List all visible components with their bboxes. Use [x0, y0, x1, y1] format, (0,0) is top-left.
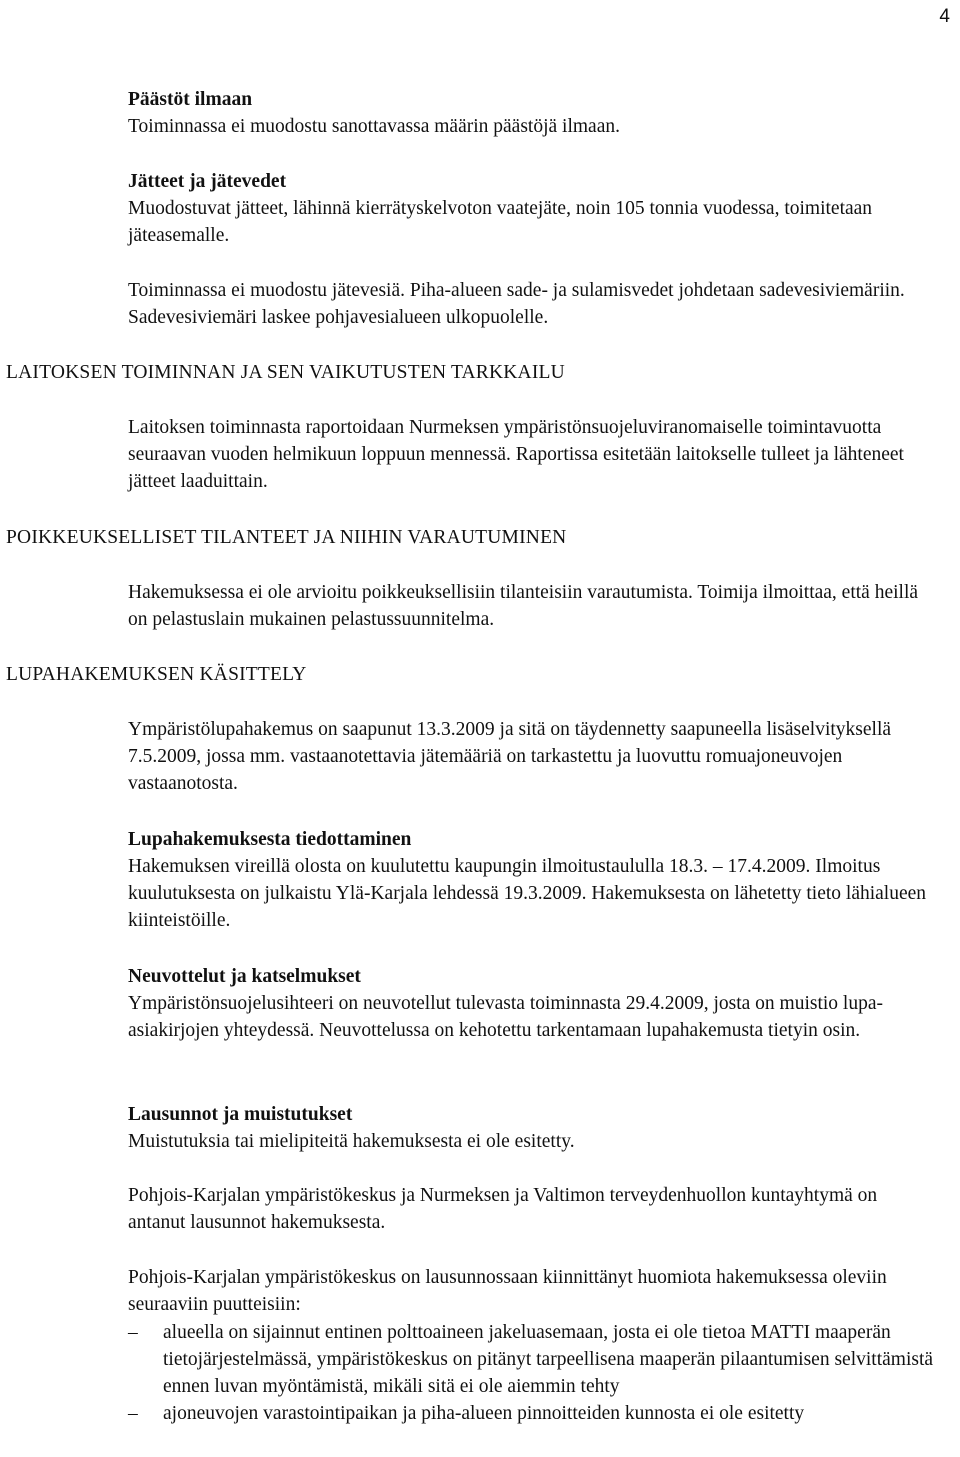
- emissions-section: [128, 86, 938, 140]
- monitoring-text: Laitoksen toiminnasta raportoidaan Nurmeksen ympäristönsuojeluviranomaiselle toimintavuotta seuraavan vuoden helmikuun loppuun mennessä. Raportissa esitetään laitokselle tulleet ja lähteneet jätteet laaduittain.: [128, 417, 904, 492]
- list-item-text: alueella on sijainnut entinen polttoaineen jakeluasemaan, josta ei ole tietoa MATTI maaperän tietojärjestelmässä, ympäristökeskus on pitänyt tarpeellisena maaperän pilaantumisen selvittämistä ennen luvan myöntämistä, mikäli sitä ei ole aiemmin tehty: [163, 1322, 934, 1397]
- statements-authorities: [128, 1182, 938, 1236]
- emissions-text: Toiminnassa ei muodostu sanottavassa määrin päästöjä ilmaan.: [128, 116, 620, 137]
- monitoring-section: [128, 414, 938, 495]
- announcement-heading: Lupahakemuksesta tiedottaminen: [128, 829, 412, 850]
- deficiency-list: [128, 1319, 948, 1427]
- negotiations-heading: Neuvottelut ja katselmukset: [128, 966, 361, 987]
- waste-heading: Jätteet ja jätevedet: [128, 171, 287, 192]
- monitoring-heading: LAITOKSEN TOIMINNAN JA SEN VAIKUTUSTEN TARKKAILU: [6, 362, 565, 383]
- statements-heading: Lausunnot ja muistutukset: [128, 1104, 353, 1125]
- wastewater-section: [128, 277, 938, 331]
- statements-text-2: Pohjois-Karjalan ympäristökeskus ja Nurmeksen ja Valtimon terveydenhuollon kuntayhtymä on antanut lausunnot hakemuksesta.: [128, 1185, 878, 1233]
- statements-section: [128, 1101, 938, 1155]
- list-item: [128, 1400, 948, 1427]
- waste-text-1: Muodostuvat jätteet, lähinnä kierrätyskelvoton vaatejäte, noin 105 tonnia vuodessa, toimitetaan jäteasemalle.: [128, 198, 873, 246]
- list-item: [128, 1319, 948, 1400]
- processing-heading: LUPAHAKEMUKSEN KÄSITTELY: [6, 664, 307, 685]
- statements-deficiencies: [128, 1264, 938, 1318]
- waste-section: [128, 168, 938, 249]
- announcement-text: Hakemuksen vireillä olosta on kuulutettu kaupungin ilmoitustaululla 18.3. – 17.4.2009. Ilmoitus kuulutuksesta on julkaistu Ylä-Karjala lehdessä 19.3.2009. Hakemuksesta on lähetetty tieto lähialueen kiinteistöille.: [128, 856, 927, 931]
- dash-bullet-icon: –: [128, 1322, 138, 1343]
- announcement-section: [128, 826, 938, 934]
- page-number: 4: [939, 6, 950, 27]
- list-item-text: ajoneuvojen varastointipaikan ja piha-alueen pinnoitteiden kunnosta ei ole esitetty: [163, 1403, 805, 1424]
- emissions-heading: Päästöt ilmaan: [128, 89, 253, 110]
- exceptional-text: Hakemuksessa ei ole arvioitu poikkeuksellisiin tilanteisiin varautumista. Toimija ilmoittaa, että heillä on pelastuslain mukainen pelastussuunnitelma.: [128, 582, 919, 630]
- negotiations-text: Ympäristönsuojelusihteeri on neuvotellut tulevasta toiminnasta 29.4.2009, josta on muistio lupa-asiakirjojen yhteydessä. Neuvottelussa on kehotettu tarkentamaan lupahakemusta tietyin osin.: [128, 993, 883, 1041]
- waste-text-2: Toiminnassa ei muodostu jätevesiä. Piha-alueen sade- ja sulamisvedet johdetaan sadevesiviemäriin. Sadevesiviemäri laskee pohjavesialueen ulkopuolelle.: [128, 280, 905, 328]
- processing-text: Ympäristölupahakemus on saapunut 13.3.2009 ja sitä on täydennetty saapuneella lisäselvityksellä 7.5.2009, jossa mm. vastaanotettavia jätemääriä on tarkastettu ja luovuttu romuajoneuvojen vastaanotosta.: [128, 719, 892, 794]
- statements-text-3: Pohjois-Karjalan ympäristökeskus on lausunnossaan kiinnittänyt huomiota hakemuksessa oleviin seuraaviin puutteisiin:: [128, 1267, 887, 1315]
- processing-section: [128, 716, 938, 797]
- exceptional-heading: POIKKEUKSELLISET TILANTEET JA NIIHIN VARAUTUMINEN: [6, 527, 567, 548]
- negotiations-section: [128, 963, 938, 1044]
- statements-text-1: Muistutuksia tai mielipiteitä hakemuksesta ei ole esitetty.: [128, 1131, 575, 1152]
- exceptional-section: [128, 579, 938, 633]
- dash-bullet-icon: –: [128, 1403, 138, 1424]
